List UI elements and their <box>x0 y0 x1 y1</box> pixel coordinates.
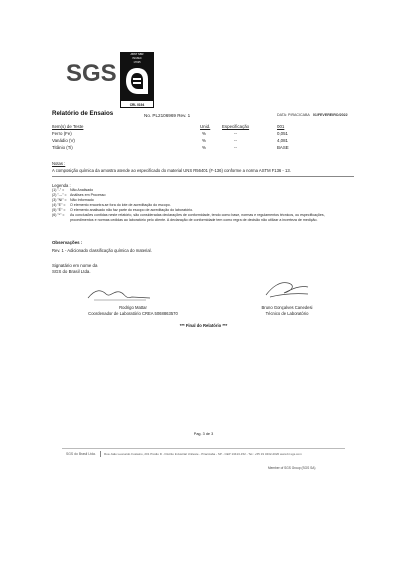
column-header-sample: 001 <box>277 124 285 129</box>
notes-text: A composição química da amostra atende ao especificado do material UNS R56401 (F-136) conforme a norma ASTM F136 - 13. <box>52 168 291 173</box>
sgs-logo-text: SGS <box>66 60 116 84</box>
final-report-marker: *** Final do Relatório *** <box>179 323 228 328</box>
legend-title: Legenda : <box>52 183 71 188</box>
table-row-unit: % <box>202 131 206 136</box>
report-number: No. PL2106969 Rev. 1 <box>144 113 191 118</box>
signatory-left-name: Rodrigo Mattar <box>119 305 147 310</box>
table-row-spec: -- <box>234 145 237 150</box>
signature-right-image <box>262 277 312 301</box>
legend-text: As conclusões contidas neste relatório, são consideradas declarações de conformidade, tendo como base, normas e regulamentos técnicos, ou especificações, procedimentos e normas cedidas ao laboratório pelo cliente. A declaração de conformidade tem como regra de decisão não utilizar a incerteza de medição. <box>70 213 325 222</box>
legend-code: (6) "*" = <box>52 213 65 217</box>
report-title: Relatório de Ensaios <box>52 110 114 117</box>
signatory-right-name: Bruno Gonçalves Canedesi <box>261 305 313 310</box>
table-row-value: BASE <box>277 145 289 150</box>
signatory-right-role: Técnico de Laboratório <box>265 311 309 316</box>
accreditation-code: CRL 0194 <box>120 100 154 108</box>
section-divider <box>52 176 354 177</box>
table-row-item: Vanádio (V) <box>52 138 75 143</box>
sgs-logo <box>66 60 116 84</box>
legend-code: (2) "---" = <box>52 193 67 197</box>
legend-text: Não Informado <box>70 198 94 202</box>
accreditation-line-2: ISO/IEC <box>132 57 142 60</box>
table-row-value: 0,051 <box>277 131 288 136</box>
footer-member: Member of SGS Group (SGS SA) <box>268 466 316 470</box>
legend-code: (4) "E" = <box>52 203 66 207</box>
table-row-unit: % <box>202 145 206 150</box>
legend-code: (3) "NI" = <box>52 198 67 202</box>
legend-code: (5) "É" = <box>52 208 66 212</box>
legend-text: Não Analisado <box>70 188 94 192</box>
accreditation-mark-icon <box>124 66 150 96</box>
signatory-company: SGS do Brasil Ltda. <box>52 269 91 274</box>
signatory-left-role: Coordenador de Laboratório CREA 5068863570 <box>88 311 178 316</box>
report-date-label: DATA: PIRACICABA <box>277 113 310 117</box>
table-row-item: Titânio (Ti) <box>52 145 73 150</box>
table-row-item: Ferro (Fe) <box>52 131 72 136</box>
column-header-item: Item(s) de Teste <box>52 124 84 129</box>
legend-text: Análises em Processo <box>70 193 106 197</box>
legend-code: (1) "-" = <box>52 188 65 192</box>
legend-text: O elemento analisado não faz parte do escopo de acreditação do laboratório. <box>70 208 194 212</box>
report-date <box>277 113 348 117</box>
notes-title: Notas : <box>52 161 66 166</box>
column-header-unit: Unid. <box>200 124 211 129</box>
table-row-unit: % <box>202 138 206 143</box>
footer-separator <box>100 451 101 457</box>
accreditation-seal <box>120 52 154 108</box>
table-row-spec: -- <box>234 138 237 143</box>
report-date-value: 01/FEVEREIRO/2022 <box>312 113 348 117</box>
legend-text: O elemento encontra-se fora do lote de acreditação do escopo. <box>70 203 171 207</box>
table-row-spec: -- <box>234 131 237 136</box>
signature-left-image <box>84 284 154 304</box>
page-number: Pag. 3 de 3 <box>193 432 214 436</box>
footer-brand: SGS do Brasil Ltda. <box>66 452 96 456</box>
table-row-value: 4,081 <box>277 138 288 143</box>
sgs-logo-graphic <box>66 60 116 84</box>
accreditation-line-3: 17025 <box>133 61 141 64</box>
accreditation-line-1: ABNT NBR <box>130 53 144 56</box>
footer-address: Rua João Leonardo Fustaino, 201 Prédio D - Distrito Industrial Unileste - Piracicaba - SP - CEP 13413-152 - Tel.: +55 19 3432-2020 www.br.sgs.com <box>104 452 302 456</box>
footer-divider <box>62 448 345 449</box>
signatory-intro: Signatário em nome da <box>52 263 98 268</box>
observations-title: Observações : <box>52 240 83 245</box>
column-header-spec: Especificação <box>222 124 250 129</box>
observations-text: Rev. 1 - Adicionado classificação química do material. <box>52 248 152 253</box>
